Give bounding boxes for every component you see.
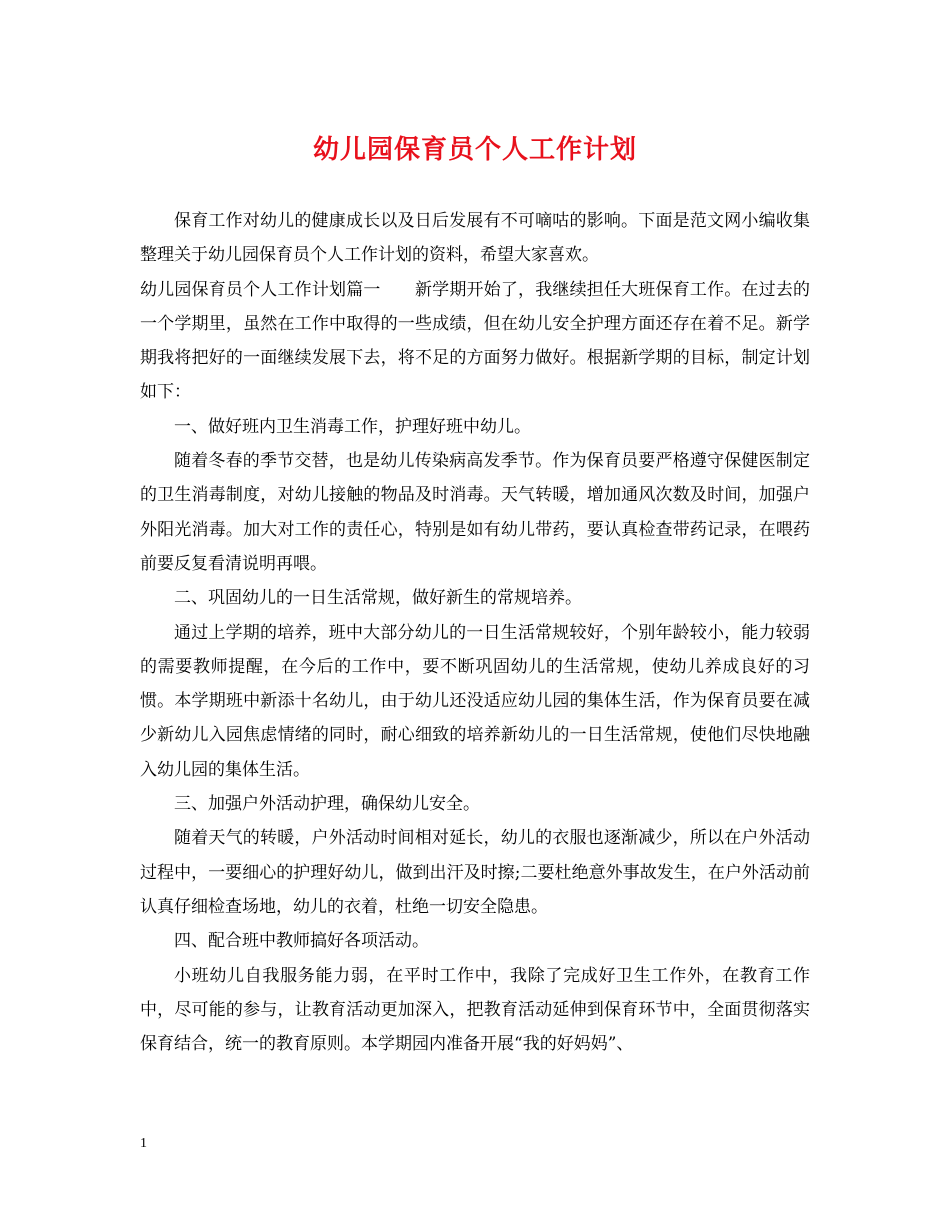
paragraph-item-2-body: 通过上学期的培养，班中大部分幼儿的一日生活常规较好，个别年龄较小，能力较弱的需要教师提醒，在今后的工作中，要不断巩固幼儿的生活常规，使幼儿养成良好的习惯。本学期班中新添十名幼儿，由于幼儿还没适应幼儿园的集体生活，作为保育员要在减少新幼儿入园焦虑情绪的同时，耐心细致的培养新幼儿的一日生活常规，使他们尽快地融入幼儿园的集体生活。 — [140, 622, 810, 780]
paragraph-item-4-heading: 四、配合班中教师搞好各项活动。 — [174, 931, 429, 952]
paragraph-section-heading-1: 幼儿园保育员个人工作计划篇一 新学期开始了，我继续担任大班保育工作。在过去的一个学期里，虽然在工作中取得的一些成绩，但在幼儿安全护理方面还存在着不足。新学期我将把好的一面继续发展下去，将不足的方面努力做好。根据新学期的目标，制定计划如下： — [140, 279, 810, 403]
paragraph-item-4-body: 小班幼儿自我服务能力弱，在平时工作中，我除了完成好卫生工作外，在教育工作中，尽可能的参与，让教育活动更加深入，把教育活动延伸到保育环节中，全面贯彻落实保育结合，统一的教育原则。本学期园内准备开展“我的好妈妈”、 — [140, 965, 810, 1055]
paragraph-item-2-heading: 二、巩固幼儿的一日生活常规，做好新生的常规培养。 — [174, 588, 582, 609]
document-title: 幼儿园保育员个人工作计划 — [312, 135, 637, 165]
paragraph-item-3-body: 随着天气的转暖，户外活动时间相对延长，幼儿的衣服也逐渐减少，所以在户外活动过程中，一要细心的护理好幼儿，做到出汗及时擦;二要杜绝意外事故发生，在户外活动前认真仔细检查场地，幼儿的衣着，杜绝一切安全隐患。 — [140, 828, 810, 917]
paragraph-item-1-body: 随着冬春的季节交替，也是幼儿传染病高发季节。作为保育员要严格遵守保健医制定的卫生消毒制度，对幼儿接触的物品及时消毒。天气转暖，增加通风次数及时间，加强户外阳光消毒。加大对工作的责任心，特别是如有幼儿带药，要认真检查带药记录，在喂药前要反复看清说明再喂。 — [140, 451, 810, 574]
page-number: 1 — [140, 1136, 147, 1151]
paragraph-item-3-heading: 三、加强户外活动护理，确保幼儿安全。 — [174, 794, 480, 815]
paragraph-intro: 保育工作对幼儿的健康成长以及日后发展有不可嘀咕的影响。下面是范文网小编收集整理关于幼儿园保育员个人工作计划的资料，希望大家喜欢。 — [140, 211, 810, 266]
document-body — [140, 204, 810, 1061]
paragraph-item-1-heading: 一、做好班内卫生消毒工作，护理好班中幼儿。 — [174, 416, 531, 437]
